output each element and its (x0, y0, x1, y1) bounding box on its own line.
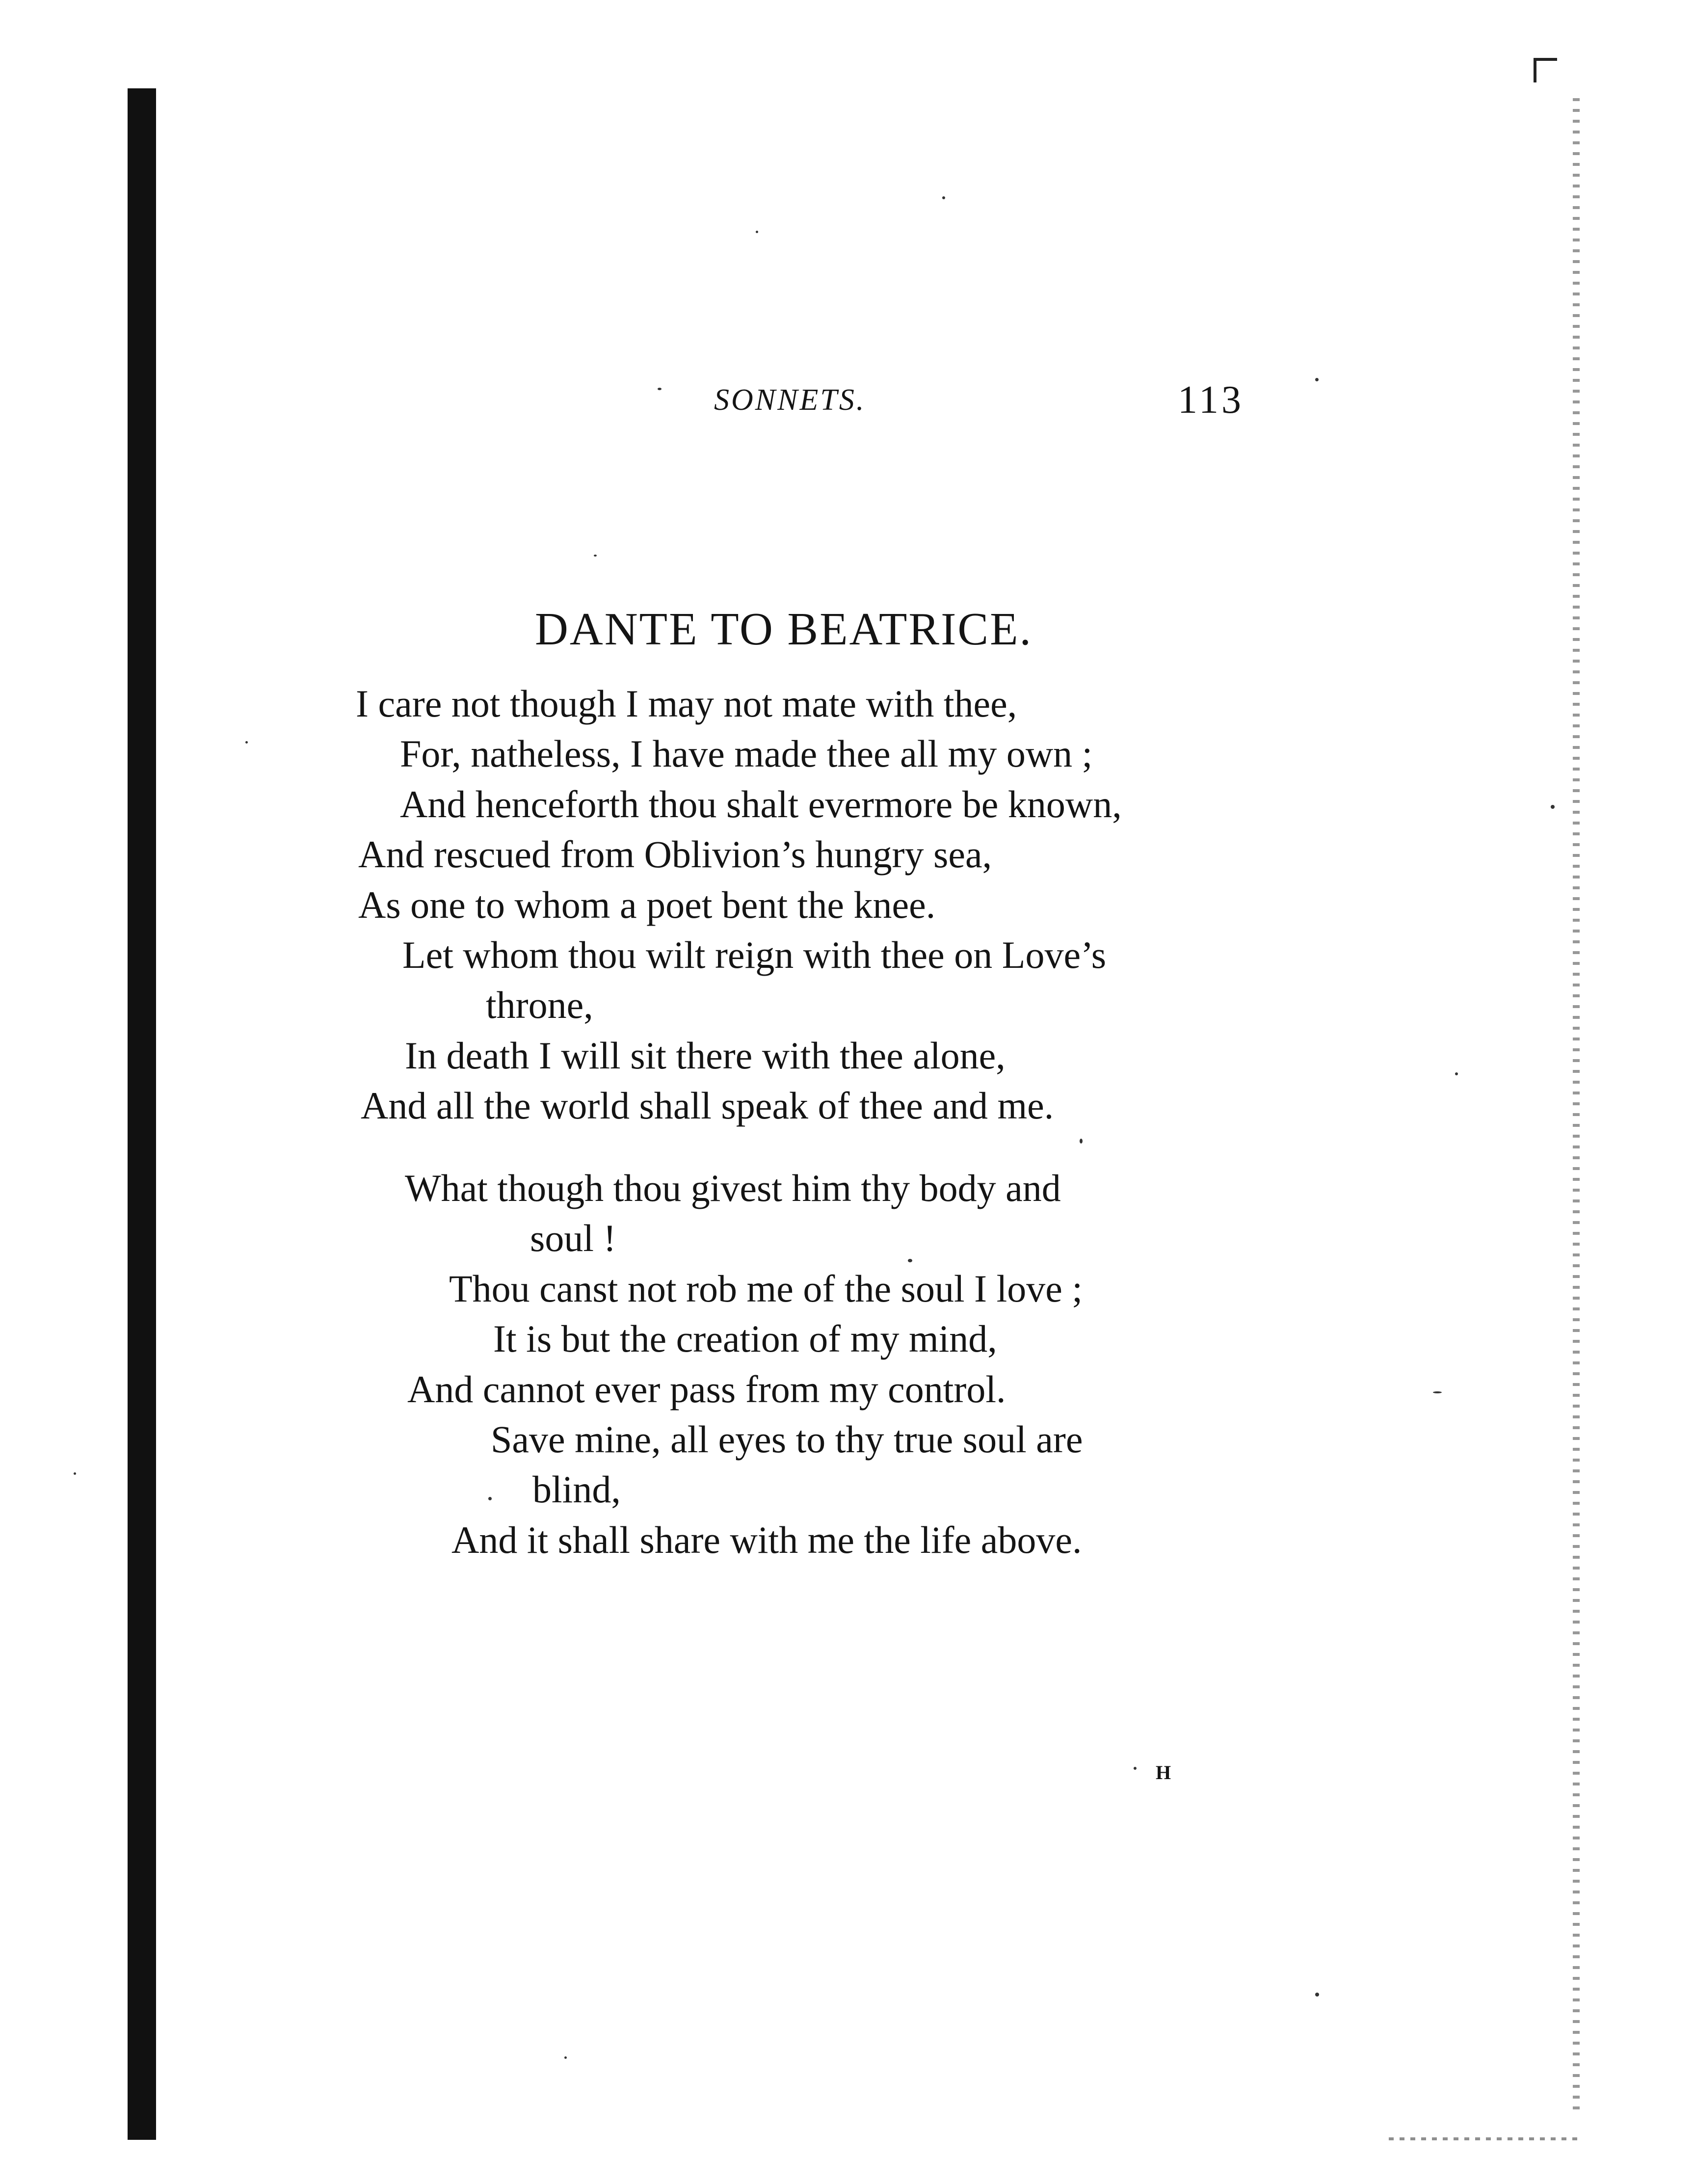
running-head: SONNETS. (714, 383, 866, 417)
speck (1455, 1072, 1458, 1075)
poem-line: throne, (486, 984, 593, 1026)
speck (594, 555, 597, 557)
speck (488, 1497, 492, 1500)
binding-shadow (128, 88, 156, 2140)
speck (1080, 1139, 1083, 1144)
speck (942, 196, 945, 199)
poem-line: Save mine, all eyes to thy true soul are (491, 1418, 1083, 1461)
speck (74, 1472, 76, 1475)
speck (564, 2056, 567, 2059)
page-edge-right (1573, 98, 1580, 2110)
poem-line: It is but the creation of my mind, (493, 1317, 997, 1360)
poem-line: And all the world shall speak of thee and me. (361, 1084, 1054, 1127)
page-edge-bottom (1389, 2137, 1580, 2140)
speck (658, 388, 662, 390)
poem-line: For, natheless, I have made thee all my own ; (400, 732, 1093, 775)
poem-line: In death I will sit there with thee alone, (405, 1034, 1006, 1077)
poem-line: I care not though I may not mate with thee, (356, 682, 1017, 725)
poem-line: Thou canst not rob me of the soul I love ; (449, 1267, 1083, 1310)
signature-mark: H (1156, 1761, 1171, 1784)
speck (908, 1259, 912, 1262)
poem-line: And it shall share with me the life above. (451, 1518, 1082, 1561)
speck (1134, 1767, 1137, 1770)
speck (1315, 378, 1319, 381)
poem-line: soul ! (530, 1217, 616, 1259)
poem-line: blind, (532, 1468, 621, 1511)
speck (1551, 805, 1555, 809)
poem-line: What though thou givest him thy body and (405, 1167, 1061, 1209)
poem-line: And henceforth thou shalt evermore be known, (400, 783, 1122, 826)
speck (1315, 1993, 1319, 1997)
speck (1433, 1391, 1442, 1393)
poem-line: As one to whom a poet bent the knee. (358, 883, 936, 926)
poem-line: And rescued from Oblivion’s hungry sea, (358, 833, 992, 876)
poem-title: DANTE TO BEATRICE. (535, 604, 1033, 655)
corner-mark (1534, 58, 1557, 82)
speck (756, 231, 758, 233)
speck (245, 741, 248, 744)
poem-line: And cannot ever pass from my control. (407, 1368, 1006, 1411)
page-number: 113 (1178, 378, 1244, 422)
poem-line: Let whom thou wilt reign with thee on Love’s (402, 933, 1107, 976)
